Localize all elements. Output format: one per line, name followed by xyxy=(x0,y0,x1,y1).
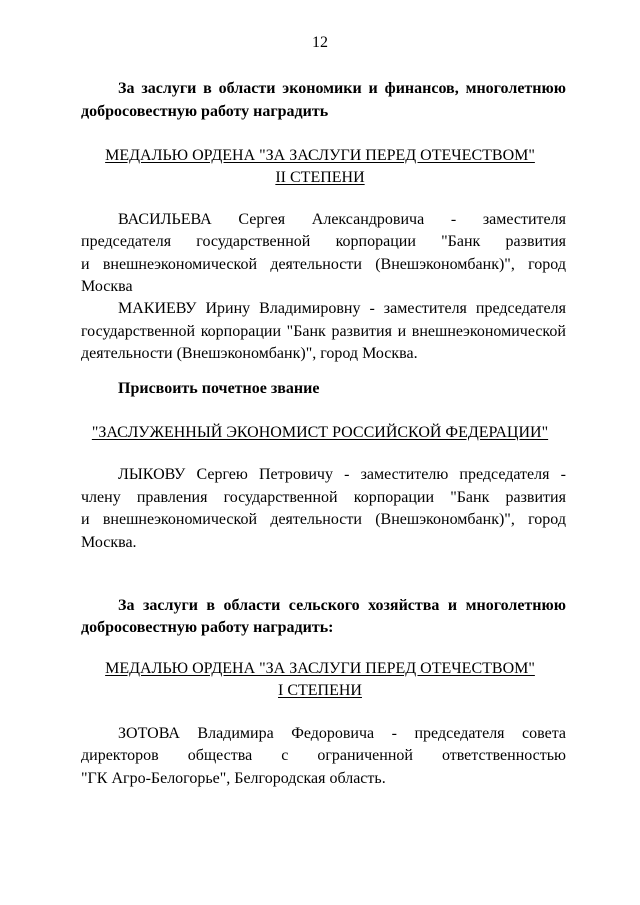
word: председателя xyxy=(414,725,505,742)
word: заслуги xyxy=(141,80,197,97)
word: За xyxy=(118,80,135,97)
word: Владимира xyxy=(197,725,274,742)
section1-intro-line2: добросовестную работу наградить xyxy=(81,103,329,120)
word: МАКИЕВУ xyxy=(118,300,197,317)
page-number: 12 xyxy=(312,34,328,51)
section1-person2-line1 xyxy=(118,300,566,318)
word: (Внешэкономбанк)", xyxy=(375,511,515,528)
word: хозяйства xyxy=(368,597,440,614)
section1-person1-line3 xyxy=(81,256,566,274)
word: "Банк xyxy=(441,233,481,250)
word: и xyxy=(368,80,378,97)
word: и xyxy=(447,597,458,614)
section1-person1-line4: Москва xyxy=(81,278,133,295)
word: многолетнюю xyxy=(465,597,566,614)
word: - xyxy=(369,300,375,317)
section1-award-degree: II СТЕПЕНИ xyxy=(275,169,365,186)
word: заслуги xyxy=(142,597,198,614)
word: заместителя xyxy=(482,211,566,228)
word: и xyxy=(81,511,90,528)
word: ВАСИЛЬЕВА xyxy=(118,211,212,228)
word: совета xyxy=(522,725,566,742)
section1-intro-line1 xyxy=(118,80,566,98)
section1-person1-line1 xyxy=(118,211,566,229)
section2-person-line3 xyxy=(81,511,566,529)
word: и xyxy=(81,256,90,273)
word: - xyxy=(560,466,566,483)
word: многолетнюю xyxy=(465,80,566,97)
word: деятельности xyxy=(270,256,362,273)
word: город xyxy=(528,511,566,528)
word: государственной xyxy=(196,233,311,250)
section3-person-line3: "ГК Агро-Белогорье", Белгородская область. xyxy=(81,770,386,787)
word: финансов, xyxy=(384,80,459,97)
word: члену xyxy=(81,489,121,506)
word: области xyxy=(223,597,281,614)
word: (Внешэкономбанк)", xyxy=(375,256,515,273)
word: с xyxy=(281,747,289,764)
word: сельского xyxy=(288,597,360,614)
word: председателя xyxy=(459,466,550,483)
word: председателя xyxy=(81,233,172,250)
word: - xyxy=(450,211,457,228)
section1-award-title: МЕДАЛЬЮ ОРДЕНА "ЗА ЗАСЛУГИ ПЕРЕД ОТЕЧЕСТВОМ" xyxy=(105,147,535,164)
word: внешнеэкономической xyxy=(102,256,258,273)
section1-person1-line2 xyxy=(81,233,566,251)
word: заместителю xyxy=(360,466,449,483)
word: в xyxy=(203,80,212,97)
section3-award-degree: I СТЕПЕНИ xyxy=(278,682,362,699)
section2-person-line4: Москва. xyxy=(81,534,137,551)
word: развития xyxy=(505,489,566,506)
word: деятельности xyxy=(270,511,362,528)
word: - xyxy=(344,466,350,483)
word: ограниченной xyxy=(317,747,413,764)
section3-intro-line1 xyxy=(118,597,566,615)
word: развития xyxy=(505,233,566,250)
word: Сергею xyxy=(196,466,248,483)
word: государственной xyxy=(223,489,338,506)
word: государственной xyxy=(81,323,196,340)
word: ЛЫКОВУ xyxy=(118,466,186,483)
word: общества xyxy=(187,747,253,764)
word: "Банк xyxy=(286,323,326,340)
word: корпорации xyxy=(353,489,435,506)
word: директоров xyxy=(81,747,159,764)
word: Ирину xyxy=(205,300,251,317)
word: и xyxy=(397,323,407,340)
word: внешнеэкономической xyxy=(411,323,566,340)
word: Сергея xyxy=(238,211,286,228)
word: правления xyxy=(136,489,208,506)
word: ЗОТОВА xyxy=(118,725,180,742)
word: внешнеэкономической xyxy=(102,511,258,528)
word: Петровичу xyxy=(258,466,333,483)
section2-person-line2 xyxy=(81,489,566,507)
section1-person2-line3: деятельности (Внешэкономбанк)", город Москва. xyxy=(81,345,418,362)
word: в xyxy=(206,597,216,614)
section3-person-line2 xyxy=(81,747,566,765)
word: заместителя xyxy=(383,300,467,317)
word: Федоровича xyxy=(291,725,375,742)
word: ответственностью xyxy=(441,747,566,764)
word: Александровича xyxy=(311,211,425,228)
word: председателя xyxy=(475,300,566,317)
section3-person-line1 xyxy=(118,725,566,743)
word: корпорации xyxy=(335,233,416,250)
section3-award-title: МЕДАЛЬЮ ОРДЕНА "ЗА ЗАСЛУГИ ПЕРЕД ОТЕЧЕСТВОМ" xyxy=(105,660,535,677)
word: Владимировну xyxy=(259,300,361,317)
word: "Банк xyxy=(450,489,490,506)
section2-person-line1 xyxy=(118,466,566,484)
word: корпорации xyxy=(200,323,281,340)
section1-person2-line2 xyxy=(81,323,566,341)
section2-title: "ЗАСЛУЖЕННЫЙ ЭКОНОМИСТ РОССИЙСКОЙ ФЕДЕРАЦИИ" xyxy=(91,424,549,441)
word: город xyxy=(528,256,566,273)
word: области xyxy=(218,80,276,97)
section2-intro: Присвоить почетное звание xyxy=(118,380,320,397)
word: За xyxy=(118,597,135,614)
section3-intro-line2: добросовестную работу наградить: xyxy=(81,619,334,636)
word: развития xyxy=(331,323,392,340)
word: - xyxy=(391,725,397,742)
word: экономики xyxy=(282,80,362,97)
